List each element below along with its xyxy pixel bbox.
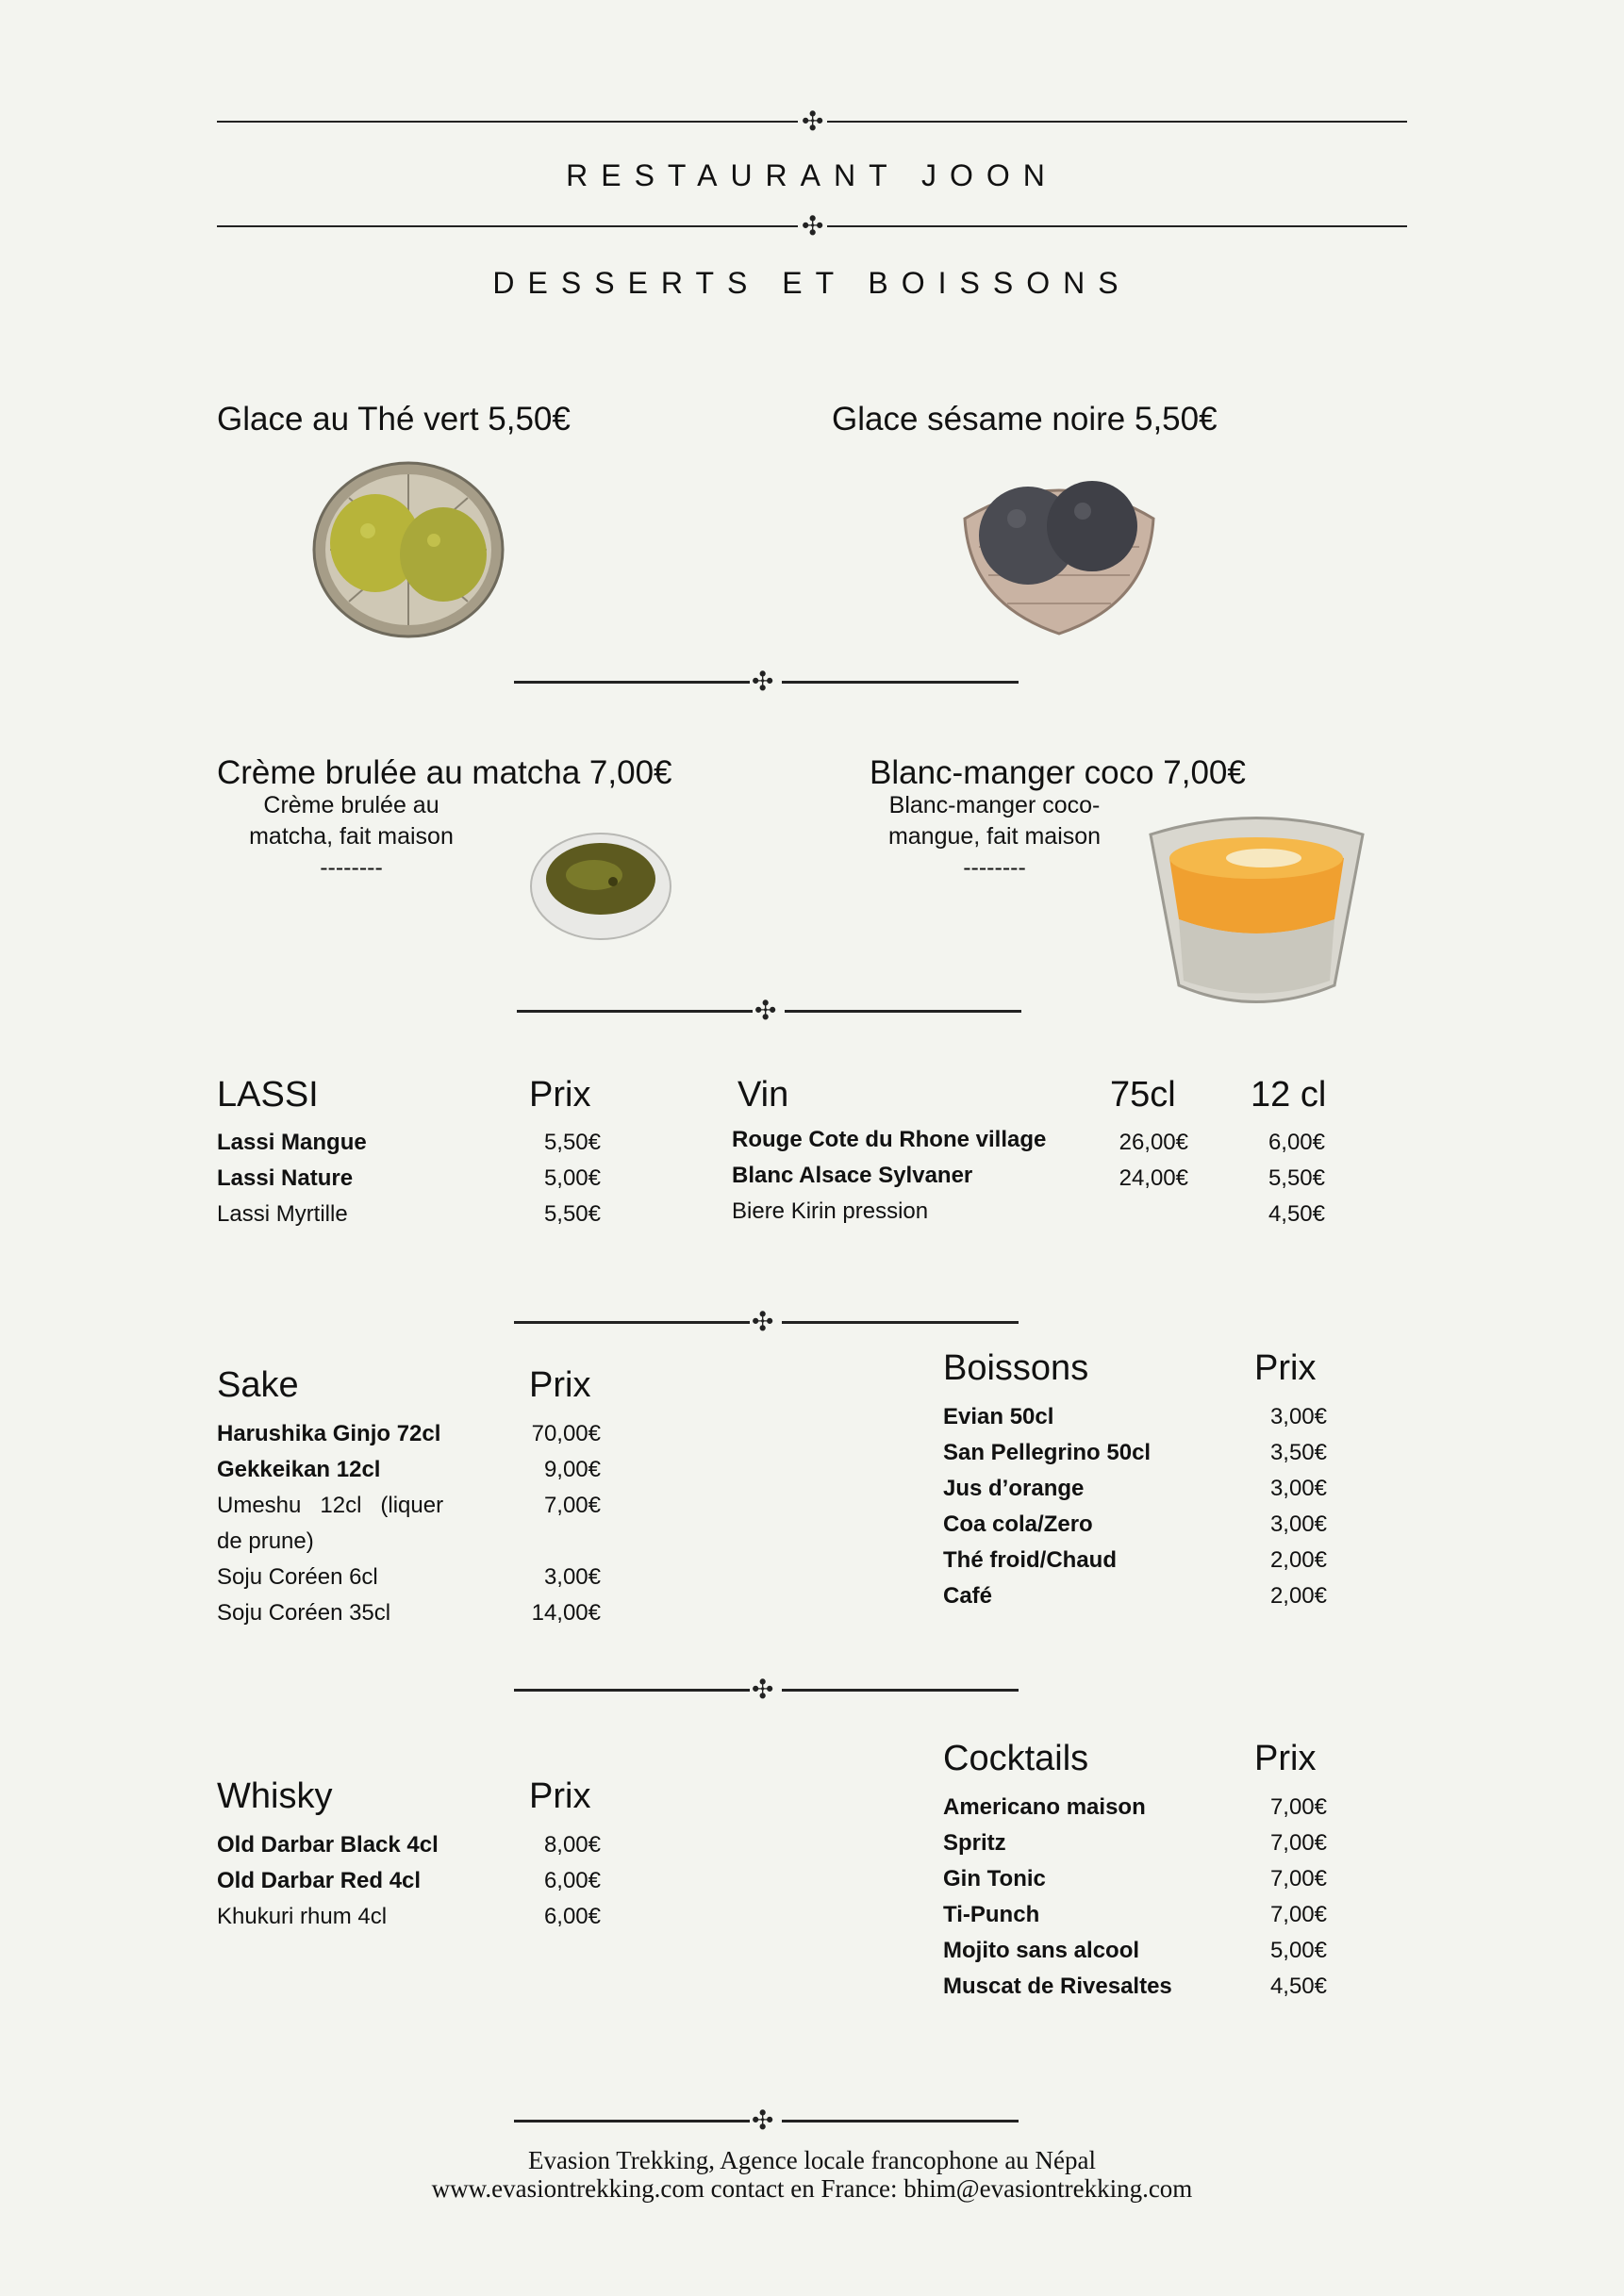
menu-item-name: Harushika Ginjo 72cl [217,1421,441,1446]
menu-item-price: 9,00€ [543,1457,601,1482]
description-line: Blanc-manger coco- [888,792,1101,818]
description-line: Crème brulée au [263,792,439,818]
menu-item-name: Soju Coréen 35cl [217,1600,391,1626]
menu-item-name: Gin Tonic [943,1866,1046,1891]
ornament-icon: ✣ [798,213,827,240]
menu-item-price: 3,00€ [1269,1476,1327,1501]
menu-item-price: 6,00€ [543,1868,601,1893]
whisky-price-heading: Prix [529,1776,591,1816]
menu-item-price: 2,00€ [1269,1583,1327,1609]
menu-item-price-75cl: 24,00€ [1119,1165,1188,1191]
black-sesame-ice-cream-image [960,462,1158,636]
menu-item-name: Soju Coréen 6cl [217,1564,378,1590]
menu-item-price: 5,50€ [543,1130,601,1155]
restaurant-name: RESTAURANT JOON [566,158,1058,192]
menu-item-price: 3,50€ [1269,1440,1327,1465]
section-divider [517,995,1021,1026]
menu-item-price: 4,50€ [1269,1974,1327,1999]
vin-heading: Vin [737,1075,789,1115]
description-line: matcha, fait maison [249,823,454,850]
page-subtitle: DESSERTS ET BOISSONS [492,266,1132,300]
menu-item-name: Jus d’orange [943,1476,1085,1501]
menu-item-name: Café [943,1583,993,1609]
description-line: mangue, fait maison [887,823,1102,850]
vin-12cl-heading: 12 cl [1251,1075,1327,1115]
ornament-icon: ✣ [752,2105,774,2136]
menu-item-name: Biere Kirin pression [732,1198,929,1224]
menu-item-name: Blanc Alsace Sylvaner [732,1163,973,1188]
dessert-title: Glace sésame noire 5,50€ [832,401,1218,438]
blanc-manger-image [1146,806,1367,1018]
menu-item-price: 14,00€ [531,1600,601,1626]
menu-item-price: 7,00€ [1269,1830,1327,1856]
vin-75cl-heading: 75cl [1110,1075,1176,1115]
menu-item-price-12cl: 5,50€ [1268,1165,1325,1191]
menu-item-name: Lassi Nature [217,1165,354,1191]
sake-heading: Sake [217,1365,299,1405]
description-line: -------- [320,854,383,881]
section-divider [514,1674,1019,1705]
section-divider [514,666,1019,697]
menu-item-name: Khukuri rhum 4cl [217,1904,388,1929]
footer-contact-line: www.evasiontrekking.com contact en France: bhim@evasiontrekking.com [431,2174,1193,2203]
menu-item-name: Muscat de Rivesaltes [943,1974,1172,1999]
menu-item-price: 2,00€ [1269,1547,1327,1573]
dessert-title: Crème brulée au matcha 7,00€ [217,754,672,791]
matcha-ice-cream-image [311,460,505,639]
menu-item-price: 8,00€ [543,1832,601,1858]
cocktails-heading: Cocktails [943,1739,1089,1778]
menu-item-name: Umeshu 12cl (liquer [217,1493,444,1518]
menu-item-price: 7,00€ [1269,1902,1327,1927]
boissons-price-heading: Prix [1254,1348,1317,1388]
footer-divider [514,2107,1019,2136]
creme-brulee-image [528,830,674,943]
menu-item-name: Coa cola/Zero [943,1511,1093,1537]
description-line: -------- [963,854,1026,881]
menu-item-name: Lassi Mangue [217,1130,367,1155]
menu-item-price: 70,00€ [531,1421,601,1446]
menu-item-price-12cl: 4,50€ [1268,1201,1325,1227]
menu-item-name: Rouge Cote du Rhone village [732,1127,1047,1152]
dessert-title: Glace au Thé vert 5,50€ [217,401,571,438]
footer-agency-line: Evasion Trekking, Agence locale francophone au Népal [527,2146,1097,2174]
boissons-heading: Boissons [943,1348,1089,1388]
section-divider [514,1306,1019,1337]
ornament-icon: ✣ [752,666,774,697]
menu-item-price: 5,00€ [543,1165,601,1191]
whisky-heading: Whisky [217,1776,333,1816]
menu-item-price: 6,00€ [543,1904,601,1929]
sake-price-heading: Prix [529,1365,591,1405]
lassi-heading: LASSI [217,1075,319,1115]
menu-item-name: Lassi Myrtille [217,1201,348,1227]
menu-item-name: San Pellegrino 50cl [943,1440,1152,1465]
menu-item-name: Spritz [943,1830,1006,1856]
menu-item-name: Ti-Punch [943,1902,1040,1927]
menu-item-name: Old Darbar Black 4cl [217,1832,439,1858]
menu-item-name: Evian 50cl [943,1404,1054,1429]
menu-item-name: Thé froid/Chaud [943,1547,1117,1573]
dessert-description [860,790,1129,884]
menu-item-name-continued: de prune) [217,1528,314,1554]
menu-item-price-75cl: 26,00€ [1119,1130,1188,1155]
menu-item-price-12cl: 6,00€ [1268,1130,1325,1155]
cocktails-price-heading: Prix [1254,1739,1317,1778]
ornament-icon: ✣ [752,1674,774,1705]
dessert-title: Blanc-manger coco 7,00€ [870,754,1246,791]
ornament-icon: ✣ [754,995,777,1026]
menu-item-price: 3,00€ [1269,1511,1327,1537]
menu-item-price: 7,00€ [1269,1794,1327,1820]
menu-item-price: 3,00€ [543,1564,601,1590]
menu-item-price: 7,00€ [1269,1866,1327,1891]
menu-item-name: Mojito sans alcool [943,1938,1140,1963]
menu-item-name: Gekkeikan 12cl [217,1457,381,1482]
menu-item-price: 5,50€ [543,1201,601,1227]
menu-item-name: Americano maison [943,1794,1146,1820]
ornament-icon: ✣ [752,1306,774,1337]
menu-item-name: Old Darbar Red 4cl [217,1868,422,1893]
lassi-price-heading: Prix [529,1075,591,1115]
ornament-icon: ✣ [798,108,827,135]
menu-item-price: 7,00€ [543,1493,601,1518]
menu-item-price: 3,00€ [1269,1404,1327,1429]
menu-item-price: 5,00€ [1269,1938,1327,1963]
dessert-description [217,790,486,884]
